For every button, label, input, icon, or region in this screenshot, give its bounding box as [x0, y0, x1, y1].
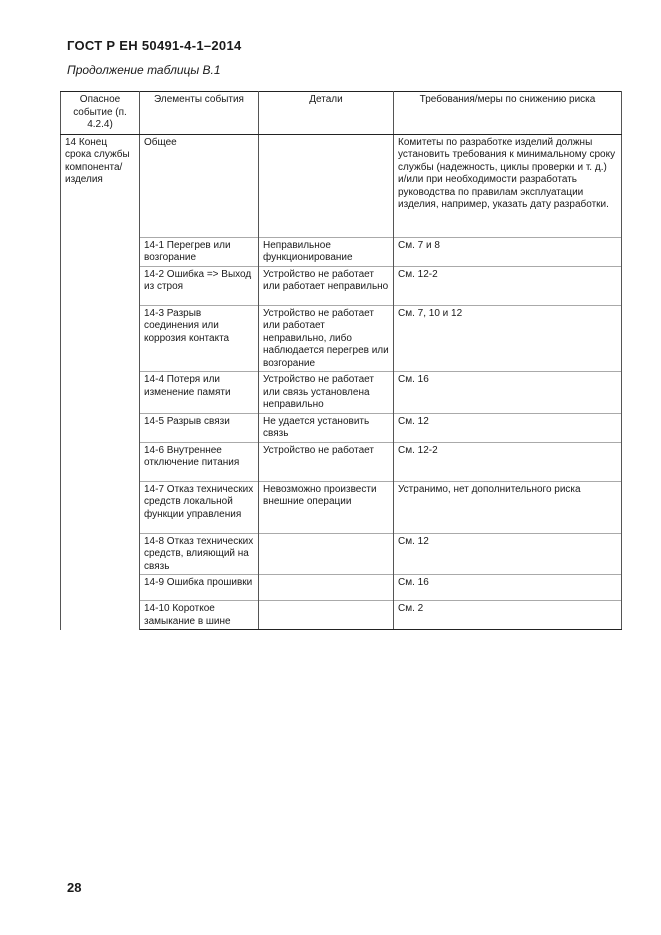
table-row [61, 481, 622, 533]
details-cell: Неправильное функционирование [259, 237, 394, 266]
table-row [61, 575, 622, 601]
table-row [61, 266, 622, 305]
element-cell: 14-6 Внутреннее отключение питания [140, 442, 259, 481]
requirement-cell: См. 12 [394, 533, 622, 575]
table-continuation-caption: Продолжение таблицы В.1 [67, 63, 221, 77]
requirement-cell: См. 12-2 [394, 442, 622, 481]
table-row [61, 413, 622, 442]
requirement-cell: Комитеты по разработке изделий должны установить требования к минимальному сроку службы (надежность, циклы проверки и т. д.) и/или при необходимости разработать руководства по правилам эксплуатации изделия, например, указать дату разработки. [394, 134, 622, 237]
requirement-cell: См. 12-2 [394, 266, 622, 305]
document-title: ГОСТ Р ЕН 50491-4-1–2014 [67, 38, 242, 53]
requirement-cell: См. 12 [394, 413, 622, 442]
hazard-table [60, 91, 622, 630]
details-cell [259, 134, 394, 237]
element-cell: 14-7 Отказ технических средств локальной функции управления [140, 481, 259, 533]
element-cell: 14-8 Отказ технических средств, влияющий на связь [140, 533, 259, 575]
column-header-requirements: Требования/меры по снижению риска [394, 92, 622, 135]
details-cell: Устройство не работает или связь установлена неправильно [259, 372, 394, 414]
column-header-details: Детали [259, 92, 394, 135]
requirement-cell: См. 2 [394, 601, 622, 630]
details-cell [259, 575, 394, 601]
table-row [61, 372, 622, 414]
requirement-cell: См. 16 [394, 372, 622, 414]
column-header-elements: Элементы события [140, 92, 259, 135]
element-cell: 14-9 Ошибка прошивки [140, 575, 259, 601]
element-cell: 14-10 Короткое замыкание в шине [140, 601, 259, 630]
table-row [61, 305, 622, 372]
element-cell: Общее [140, 134, 259, 237]
requirement-cell: См. 16 [394, 575, 622, 601]
requirement-cell: Устранимо, нет дополнительного риска [394, 481, 622, 533]
details-cell [259, 601, 394, 630]
column-header-hazard: Опасное событие (п. 4.2.4) [61, 92, 140, 135]
details-cell: Не удается установить связь [259, 413, 394, 442]
requirement-cell: См. 7 и 8 [394, 237, 622, 266]
requirement-cell: См. 7, 10 и 12 [394, 305, 622, 372]
hazard-cell: 14 Конец срока службы компонента/ изделия [61, 134, 140, 630]
element-cell: 14-5 Разрыв связи [140, 413, 259, 442]
table-header-row [61, 92, 622, 135]
details-cell [259, 533, 394, 575]
element-cell: 14-4 Потеря или изменение памяти [140, 372, 259, 414]
table-row [61, 237, 622, 266]
table-row [61, 134, 622, 237]
table-row [61, 442, 622, 481]
element-cell: 14-2 Ошибка => Выход из строя [140, 266, 259, 305]
details-cell: Устройство не работает или работает неправильно, либо наблюдается перегрев или возгорание [259, 305, 394, 372]
details-cell: Устройство не работает [259, 442, 394, 481]
details-cell: Устройство не работает или работает неправильно [259, 266, 394, 305]
details-cell: Невозможно произвести внешние операции [259, 481, 394, 533]
table-row [61, 601, 622, 630]
table-row [61, 533, 622, 575]
page-number: 28 [67, 880, 82, 895]
element-cell: 14-1 Перегрев или возгорание [140, 237, 259, 266]
element-cell: 14-3 Разрыв соединения или коррозия контакта [140, 305, 259, 372]
